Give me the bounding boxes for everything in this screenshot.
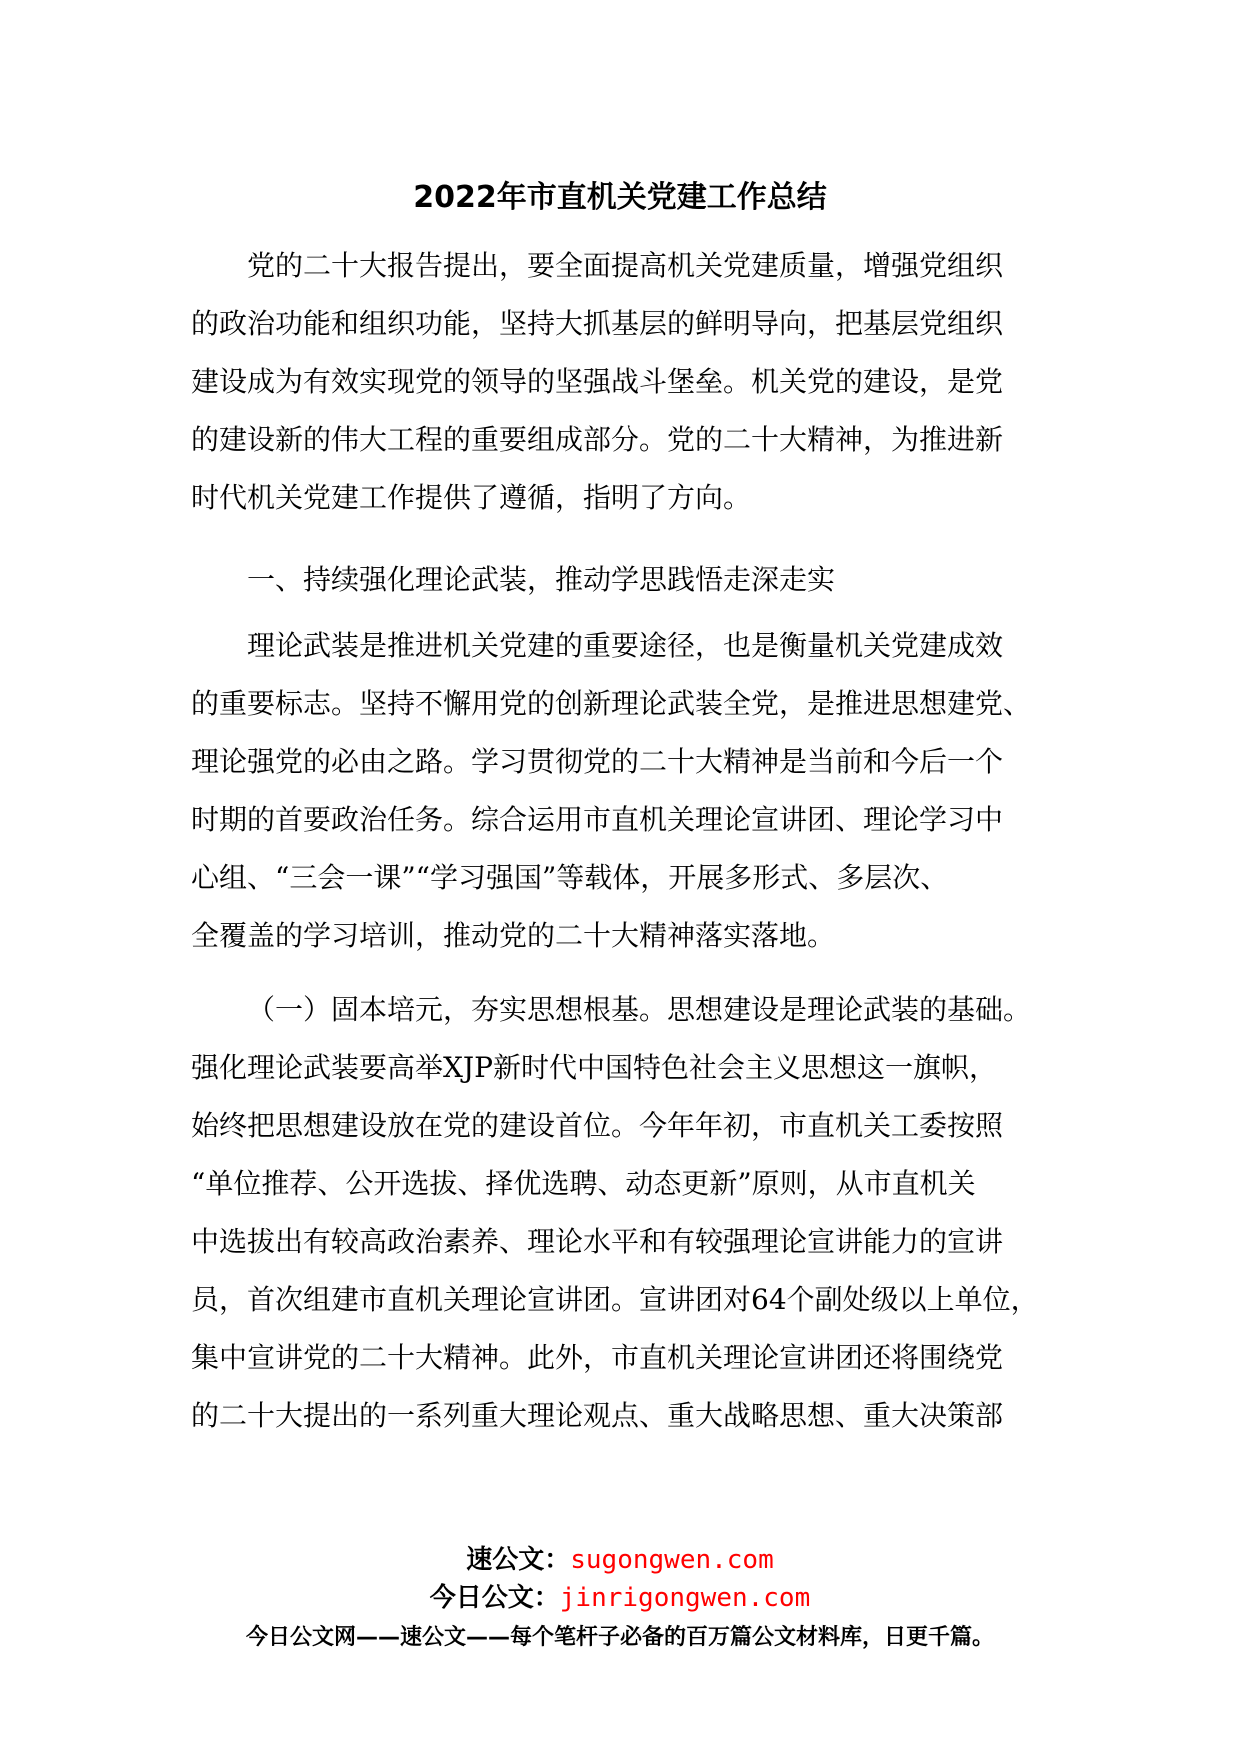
body-line: 党的二十大报告提出，要全面提高机关党建质量，增强党组织 xyxy=(247,249,1004,282)
body-line: 全覆盖的学习培训，推动党的二十大精神落实落地。 xyxy=(191,919,836,952)
body-line: “单位推荐、公开选拔、择优选聘、动态更新”原则，从市直机关 xyxy=(191,1167,976,1200)
body-line: 时期的首要政治任务。综合运用市直机关理论宣讲团、理论学习中 xyxy=(191,803,1004,836)
footer-jinrigongwen-label: 今日公文： xyxy=(429,1583,560,1613)
body-line: 理论强党的必由之路。学习贯彻党的二十大精神是当前和今后一个 xyxy=(191,745,1004,778)
body-line: 强化理论武装要高举XJP新时代中国特色社会主义思想这一旗帜， xyxy=(191,1051,998,1084)
body-line: 集中宣讲党的二十大精神。此外，市直机关理论宣讲团还将围绕党 xyxy=(191,1341,1004,1374)
footer-sugongwen-link[interactable]: sugongwen.com xyxy=(570,1545,774,1575)
body-line: 时代机关党建工作提供了遵循，指明了方向。 xyxy=(191,481,752,514)
section-heading: 一、持续强化理论武装，推动学思践悟走深走实 xyxy=(247,563,836,596)
footer-jinrigongwen xyxy=(0,1580,1240,1616)
footer-sugongwen-label: 速公文： xyxy=(466,1545,571,1575)
body-line: （一）固本培元，夯实思想根基。思想建设是理论武装的基础。 xyxy=(247,993,1032,1026)
body-line: 始终把思想建设放在党的建设首位。今年年初，市直机关工委按照 xyxy=(191,1109,1004,1142)
body-line: 员，首次组建市直机关理论宣讲团。宣讲团对64个副处级以上单位， xyxy=(191,1283,1039,1316)
body-line: 中选拔出有较高政治素养、理论水平和有较强理论宣讲能力的宣讲 xyxy=(191,1225,1004,1258)
body-line: 心组、“三会一课”“学习强国”等载体，开展多形式、多层次、 xyxy=(191,861,949,894)
body-line: 的重要标志。坚持不懈用党的创新理论武装全党，是推进思想建党、 xyxy=(191,687,1032,720)
document-title: 2022年市直机关党建工作总结 xyxy=(413,180,827,215)
footer-slogan: 今日公文网——速公文——每个笔杆子必备的百万篇公文材料库，日更千篇。 xyxy=(245,1625,994,1650)
footer-jinrigongwen-link[interactable]: jinrigongwen.com xyxy=(559,1583,811,1613)
body-line: 的建设新的伟大工程的重要组成部分。党的二十大精神，为推进新 xyxy=(191,423,1004,456)
body-line: 的二十大提出的一系列重大理论观点、重大战略思想、重大决策部 xyxy=(191,1399,1004,1432)
body-line: 建设成为有效实现党的领导的坚强战斗堡垒。机关党的建设，是党 xyxy=(191,365,1004,398)
footer-sugongwen xyxy=(0,1542,1240,1578)
body-line: 的政治功能和组织功能，坚持大抓基层的鲜明导向，把基层党组织 xyxy=(191,307,1004,340)
body-line: 理论武装是推进机关党建的重要途径，也是衡量机关党建成效 xyxy=(247,629,1004,662)
